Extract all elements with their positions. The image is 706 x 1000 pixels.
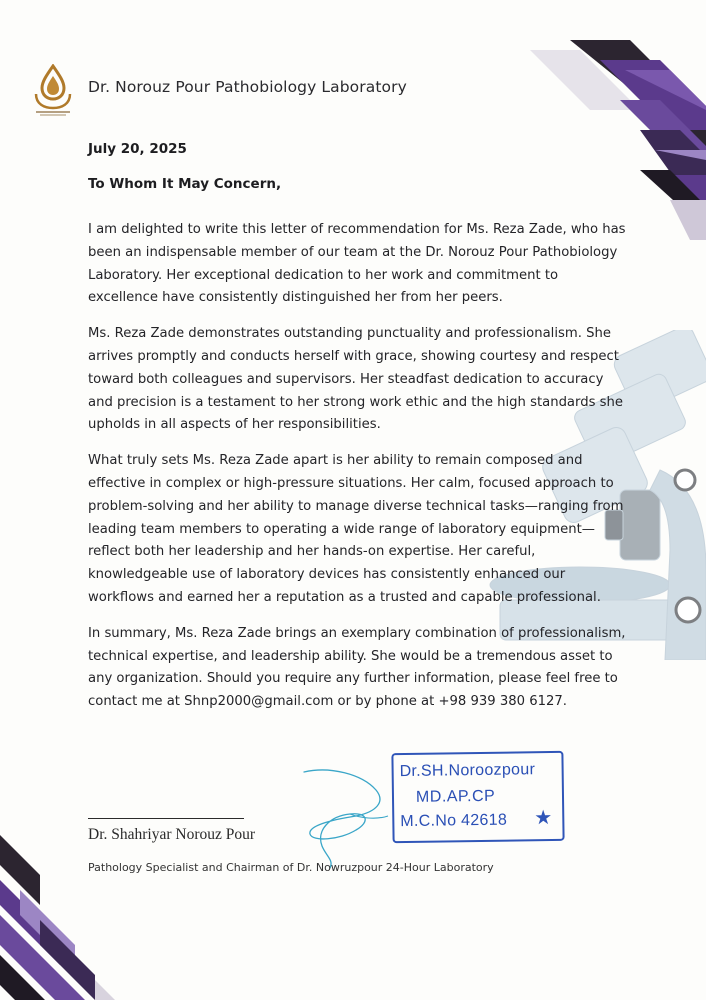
handwritten-signature <box>290 760 400 870</box>
corner-decoration-top-right <box>520 40 706 240</box>
star-icon: ★ <box>534 806 553 830</box>
lab-logo-icon <box>30 64 76 118</box>
signature-line <box>88 818 244 819</box>
stamp-line-license: M.C.No 42618 <box>400 811 508 831</box>
corner-decoration-bottom-left <box>0 835 120 1000</box>
stamp-line-name: Dr.SH.Noroozpour <box>399 761 536 781</box>
doctor-stamp <box>391 751 564 843</box>
letter-date: July 20, 2025 <box>88 141 187 157</box>
lab-name-header: Dr. Norouz Pour Pathobiology Laboratory <box>88 78 407 96</box>
signer-name: Dr. Shahriyar Norouz Pour <box>88 826 256 843</box>
letter-body <box>88 219 628 727</box>
paragraph-1: I am delighted to write this letter of recommendation for Ms. Reza Zade, who has been an indispensable member of our team at the Dr. Norouz Pour Pathobiology Laboratory. Her exceptional dedication to her work and commitment to excellence have consistently distinguished her from her peers. <box>88 222 626 306</box>
signer-title: Pathology Specialist and Chairman of Dr. Nowruzpour 24-Hour Laboratory <box>88 861 494 874</box>
paragraph-4: In summary, Ms. Reza Zade brings an exemplary combination of professionalism, technical expertise, and leadership ability. She would be a tremendous asset to any organization. Should you require any further information, please feel free to contact me at Shnp2000@gmail.com or by phone at +98 939 380 6127. <box>88 625 626 710</box>
paragraph-3: What truly sets Ms. Reza Zade apart is her ability to remain composed and effective in complex or high-pressure situations. Her calm, focused approach to problem-solving and her ability to manage diverse technical tasks—ranging from leading team members to operating a wide range of laboratory equipment—reflect both her leadership and her hands-on expertise. Her careful, knowledgeable use of laboratory devices has consistently enhanced our workflows and earned her a reputation as a trusted and capable professional. <box>88 453 624 605</box>
paragraph-2: Ms. Reza Zade demonstrates outstanding punctuality and professionalism. She arrives promptly and conducts herself with grace, showing courtesy and respect toward both colleagues and supervisors. Her steadfast dedication to accuracy and precision is a testament to her strong work ethic and the high standards she upholds in all aspects of her responsibilities. <box>88 326 623 433</box>
stamp-line-degree: MD.AP.CP <box>415 787 496 806</box>
letter-salutation: To Whom It May Concern, <box>88 176 282 192</box>
